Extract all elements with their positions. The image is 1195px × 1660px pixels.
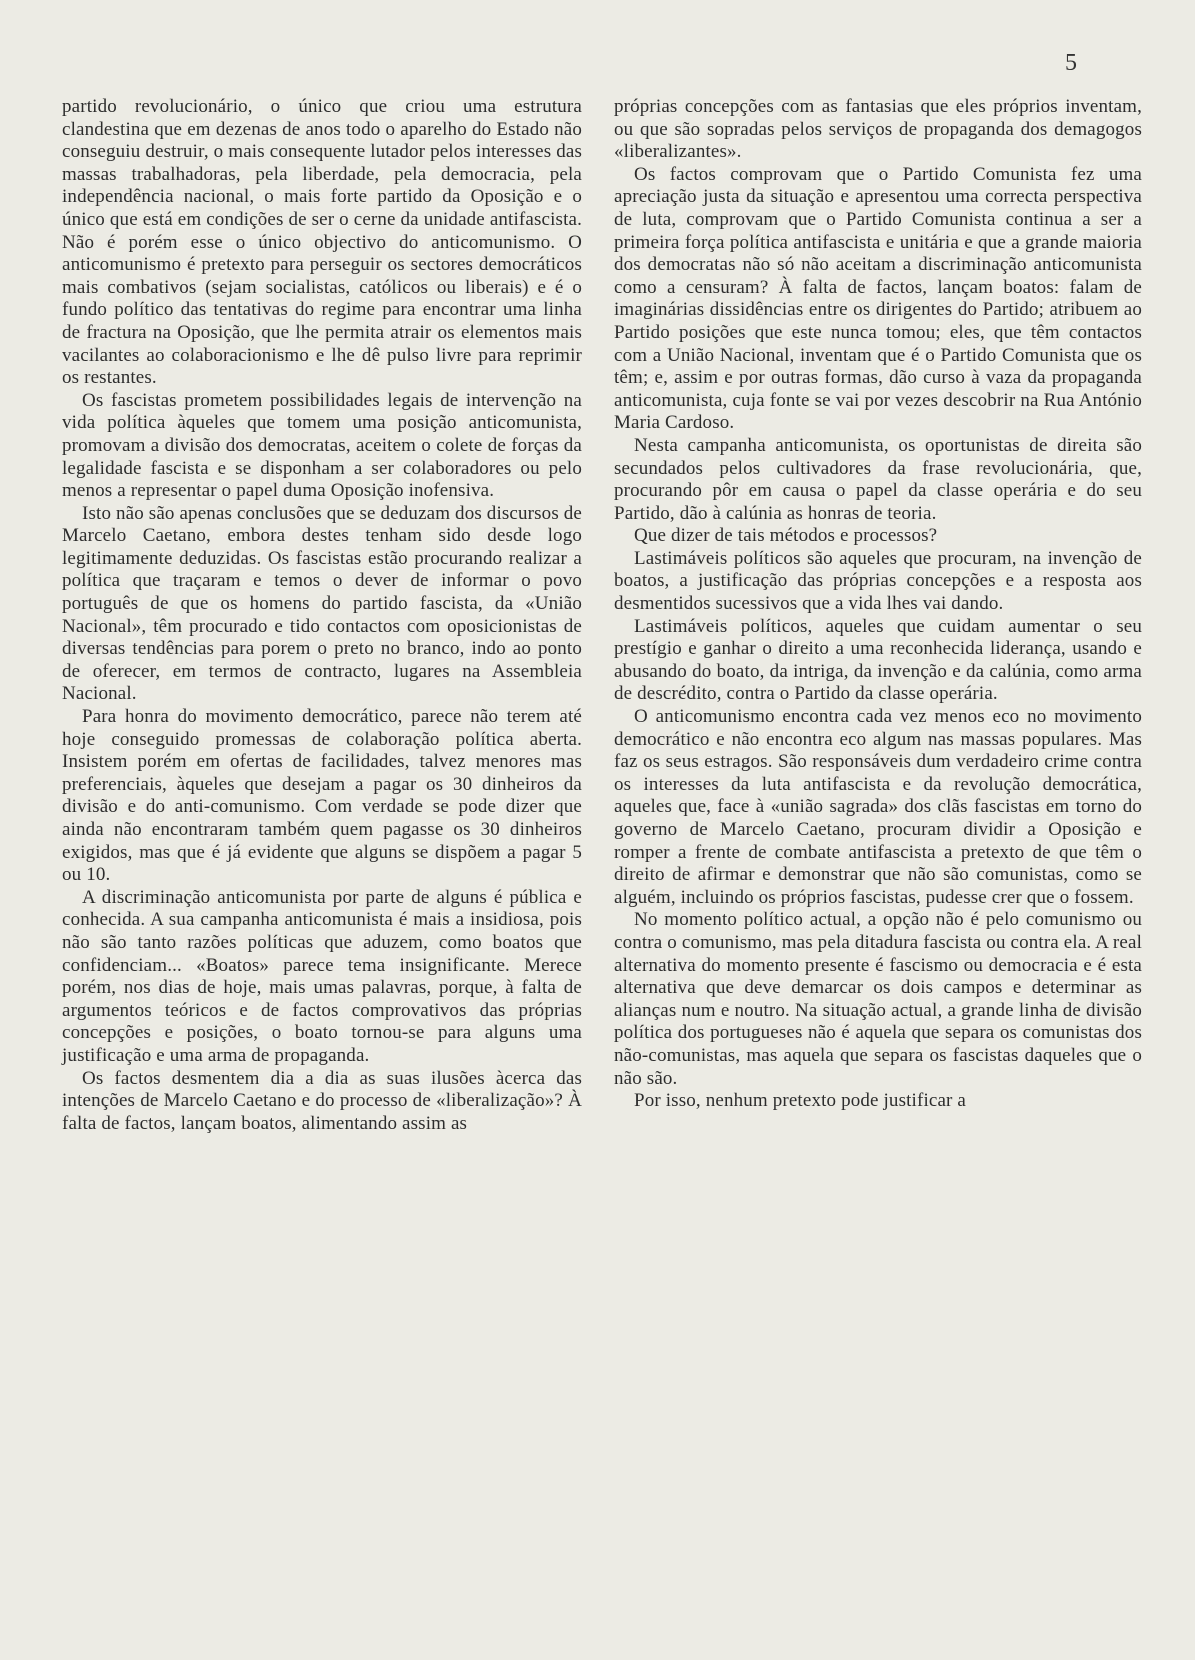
paragraph: A discriminação anticomunista por parte de alguns é pública e conhecida. A sua campanha anticomunista é mais a insidiosa, pois não são tanto razões políticas que aduzem, como boatos que confidenciam... «Boatos» parece tema insignificante. Merece porém, nos dias de hoje, mais umas palavras, porque, à falta de argumentos teóricos e de factos comprovativos das próprias concepções e posições, o boato tornou-se para alguns uma justificação e uma arma de propaganda.: [62, 886, 582, 1066]
paragraph: Nesta campanha anticomunista, os oportunistas de direita são secundados pelos cultivadores da frase revolucionária, que, procurando pôr em causa o papel da classe operária e do seu Partido, dão à calúnia as honras de teoria.: [614, 434, 1142, 524]
paragraph: Que dizer de tais métodos e processos?: [634, 525, 938, 547]
paragraph: próprias concepções com as fantasias que eles próprios inventam, ou que são sopradas pelos serviços de propaganda dos demagogos «liberalizantes».: [614, 96, 1142, 163]
paragraph: Os factos comprovam que o Partido Comunista fez uma apreciação justa da situação e apresentou uma correcta perspectiva de luta, comprovam que o Partido Comunista continua a ser a primeira força política antifascista e unitária e que a grande maioria dos democratas não só não aceitam a discriminação anticomunista como a censuram? À falta de factos, lançam boatos: falam de imaginárias dissidências entre os dirigentes do Partido; atribuem ao Partido posições que este nunca tomou; eles, que têm contactos com a União Nacional, inventam que é o Partido Comunista que os têm; e, assim e por outras formas, dão curso à vaza da propaganda anticomunista, cuja fonte se vai por vezes descobrir na Rua António Maria Cardoso.: [614, 163, 1142, 434]
paragraph: No momento político actual, a opção não é pelo comunismo ou contra o comunismo, mas pela ditadura fascista ou contra ela. A real alternativa do momento presente é fascismo ou democracia e é esta alternativa que deve demarcar os dois campos e determinar as alianças num e noutro. Na situação actual, a grande linha de divisão política dos portugueses não é aquela que separa os comunistas dos não-comunistas, mas aquela que separa os fascistas daqueles que o não são.: [614, 909, 1142, 1089]
paragraph: Isto não são apenas conclusões que se deduzam dos discursos de Marcelo Caetano, embora destes tenham sido desde logo legitimamente deduzidas. Os fascistas estão procurando realizar a política que traçaram e temos o dever de informar o povo português de que os homens do partido fascista, da «União Nacional», têm procurado e tido contactos com oposicionistas de diversas tendências para porem o preto no branco, indo ao ponto de oferecer, em termos de contracto, lugares na Assembleia Nacional.: [62, 502, 583, 705]
paragraph: O anticomunismo encontra cada vez menos eco no movimento democrático e não encontra eco algum nas massas populares. Mas faz os seus estragos. São responsáveis dum verdadeiro crime contra os interesses da luta antifascista e da revolução democrática, aqueles que, face à «união sagrada» dos clãs fascistas em torno do governo de Marcelo Caetano, procuram dividir a Oposição e romper a frente de combate antifascista a pretexto de que têm o direito de afirmar e demonstrar que não são comunistas, como se alguém, incluindo os próprios fascistas, pudesse crer que o fossem.: [614, 706, 1142, 908]
right-column: [614, 96, 1142, 1113]
paragraph: Lastimáveis políticos, aqueles que cuidam aumentar o seu prestígio e ganhar o direito a uma reconhecida liderança, usando e abusando do boato, da intriga, da invenção e da calúnia, como arma de descrédito, contra o Partido da classe operária.: [614, 615, 1142, 705]
paragraph: Os fascistas prometem possibilidades legais de intervenção na vida política àqueles que tomem uma posição anticomunista, promovam a divisão dos democratas, aceitem o colete de forças da legalidade fascista e se disponham a ser colaboradores ou pelo menos a representar o papel duma Oposição inofensiva.: [62, 389, 582, 502]
left-column: [62, 96, 582, 1135]
page-number: 5: [1065, 50, 1077, 76]
paragraph: partido revolucionário, o único que criou uma estrutura clandestina que em dezenas de anos todo o aparelho do Estado não conseguiu destruir, o mais consequente lutador pelos interesses das massas trabalhadoras, pela liberdade, pela democracia, pela independência nacional, o mais forte partido da Oposição e o único que está em condições de ser o cerne da unidade antifascista. Não é porém esse o único objectivo do anticomunismo. O anticomunismo é pretexto para perseguir os sectores democráticos mais combativos (sejam socialistas, católicos ou liberais) e é o fundo político das tentativas do regime para encontrar uma linha de fractura na Oposição, que lhe permita atrair os elementos mais vacilantes ao colaboracionismo e lhe dê pulso livre para reprimir os restantes.: [62, 96, 582, 389]
paragraph: Por isso, nenhum pretexto pode justificar a: [634, 1090, 967, 1112]
paragraph: Para honra do movimento democrático, parece não terem até hoje conseguido promessas de colaboração política aberta. Insistem porém em ofertas de facilidades, talvez menores mas preferenciais, àqueles que desejam a pagar os 30 dinheiros da divisão e do anti-comunismo. Com verdade se pode dizer que ainda não encontraram também quem pagasse os 30 dinheiros exigidos, mas que é já evidente que alguns se dispõem a pagar 5 ou 10.: [62, 706, 582, 886]
paragraph: Os factos desmentem dia a dia as suas ilusões àcerca das intenções de Marcelo Caetano e do processo de «liberalização»? À falta de factos, lançam boatos, alimentando assim as: [62, 1067, 582, 1134]
paragraph: Lastimáveis políticos são aqueles que procuram, na invenção de boatos, a justificação das próprias concepções e a resposta aos desmentidos sucessivos que a vida lhes vai dando.: [614, 547, 1142, 615]
